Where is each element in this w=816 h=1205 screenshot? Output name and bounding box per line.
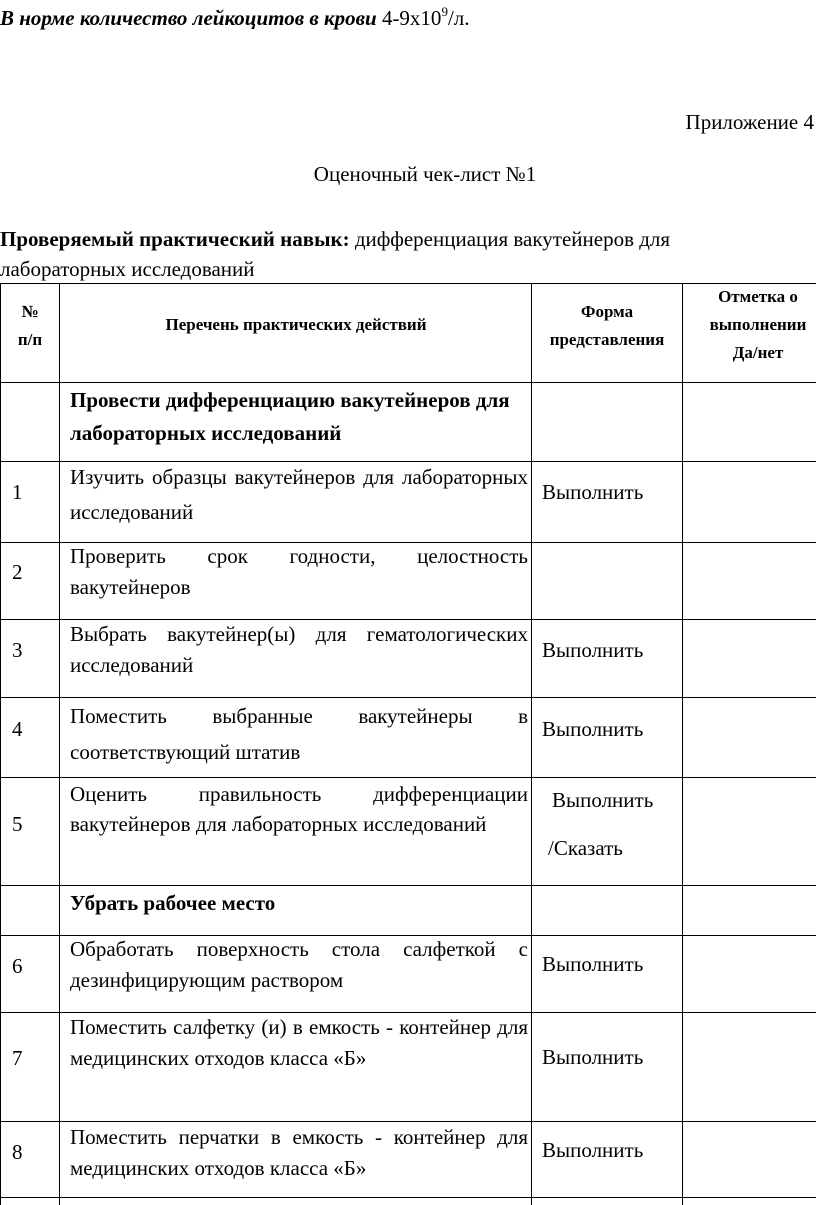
- row-action: Проверить срок годности, целостность вакутейнеров: [70, 544, 528, 599]
- row-number: 1: [12, 480, 23, 504]
- table-divider: [0, 885, 816, 886]
- row-number: 5: [12, 812, 23, 836]
- checklist-title: Оценочный чек-лист №1: [313, 162, 537, 186]
- row-form: Выполнить: [542, 1138, 644, 1162]
- table-section-title: Убрать рабочее место: [70, 891, 276, 915]
- col-header-form-line1: Форма: [580, 302, 634, 321]
- table-section-title: Провести дифференциацию вакутейнеров для лабораторных исследований: [70, 388, 510, 445]
- row-form: Выполнить: [542, 480, 644, 504]
- row-form: Выполнить: [542, 717, 644, 741]
- row-form: Выполнить: [552, 788, 654, 812]
- row-form: Выполнить: [542, 952, 644, 976]
- col-header-num-symbol: №: [21, 302, 39, 321]
- row-form: Выполнить: [542, 1045, 644, 1069]
- col-header-mark-line2: выполнении: [709, 315, 807, 334]
- row-number: 2: [12, 560, 23, 584]
- column-divider: [531, 283, 532, 1205]
- row-number: 8: [12, 1140, 23, 1164]
- row-number: 7: [12, 1046, 23, 1070]
- col-header-num: [0, 298, 60, 354]
- row-form: Выполнить: [542, 638, 644, 662]
- row-action: Обработать поверхность стола салфеткой с дезинфицирующим раствором: [70, 937, 528, 992]
- table-border-left: [0, 283, 1, 1205]
- col-header-mark-line3: Да/нет: [732, 343, 784, 362]
- skill-label: Проверяемый практический навык:: [0, 227, 350, 251]
- note-value: 4-9х10: [381, 6, 442, 30]
- col-header-num-label: п/п: [17, 330, 43, 349]
- table-divider: [0, 382, 816, 383]
- col-header-mark-line1: Отметка о: [718, 287, 798, 306]
- row-action: Поместить выбранные вакутейнеры в соответствующий штатив: [70, 704, 528, 764]
- row-form-secondary: /Сказать: [548, 836, 623, 860]
- row-number: 4: [12, 717, 23, 741]
- table-border-bottom: [0, 1197, 816, 1198]
- col-header-form: [532, 298, 682, 354]
- skill-line: [0, 224, 800, 284]
- col-header-actions: Перечень практических действий: [165, 315, 427, 334]
- row-action: Изучить образцы вакутейнеров для лабораторных исследований: [70, 465, 528, 524]
- row-number: 6: [12, 954, 23, 978]
- note-superscript: 9: [441, 4, 448, 19]
- skill-text: дифференциация вакутейнеров для лабораторных исследований: [0, 227, 671, 281]
- col-header-form-line2: представления: [549, 330, 665, 349]
- note-bold-text: В норме количество лейкоцитов в крови: [0, 6, 377, 30]
- column-divider: [59, 283, 60, 1205]
- normal-range-note: [0, 6, 470, 31]
- row-number: 3: [12, 638, 23, 662]
- col-header-mark: [683, 283, 816, 367]
- row-action: Выбрать вакутейнер(ы) для гематологических исследований: [70, 622, 528, 677]
- note-unit: /л.: [447, 6, 470, 30]
- table-divider: [0, 777, 816, 778]
- row-action: Поместить перчатки в емкость - контейнер для медицинских отходов класса «Б»: [70, 1125, 528, 1180]
- row-action: Поместить салфетку (и) в емкость - контейнер для медицинских отходов класса «Б»: [70, 1015, 528, 1070]
- appendix-label: Приложение 4: [685, 110, 814, 134]
- column-divider: [682, 283, 683, 1205]
- row-action: Оценить правильность дифференциации вакутейнеров для лабораторных исследований: [70, 782, 528, 836]
